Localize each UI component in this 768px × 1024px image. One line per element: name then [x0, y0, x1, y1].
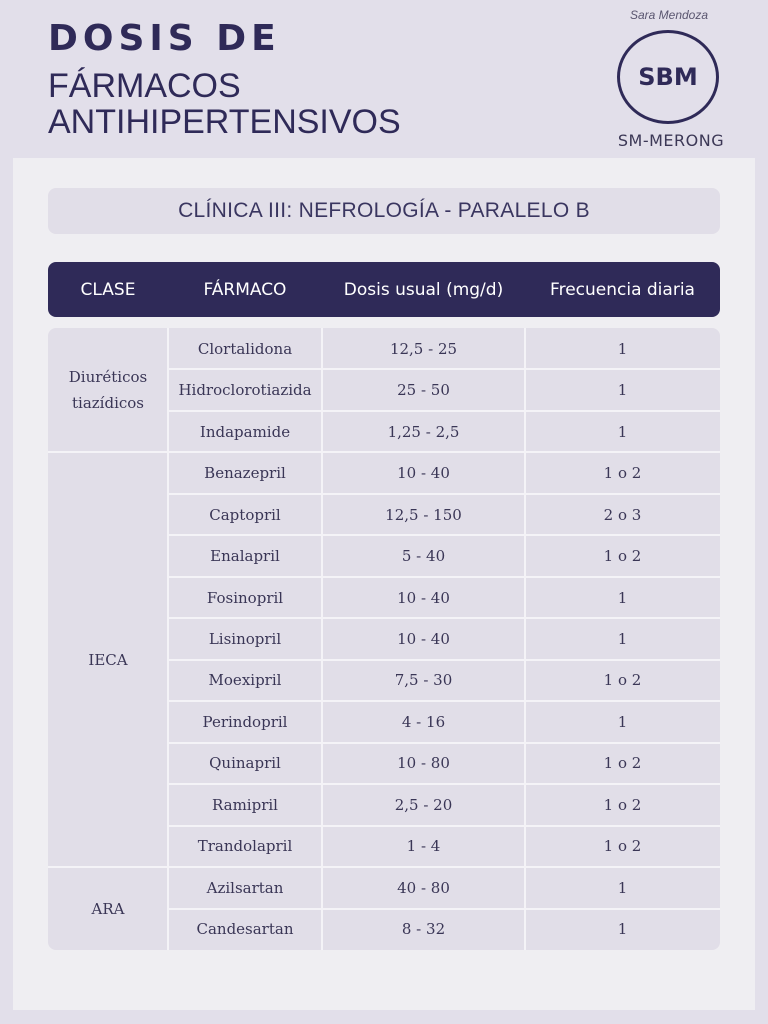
dose-cell: 12,5 - 25 [389, 339, 458, 358]
frequency-cell: 1 o 2 [603, 671, 642, 690]
header-frecuencia: Frecuencia diaria [550, 279, 695, 300]
dose-cell: 8 - 32 [401, 920, 446, 939]
page-header [0, 0, 768, 158]
logo-subtitle: SM-MERONG [617, 131, 725, 150]
dose-cell: 1,25 - 2,5 [387, 422, 460, 441]
drug-cell: Moexipril [208, 671, 282, 690]
row-divider [168, 534, 720, 536]
row-divider [168, 783, 720, 785]
column-divider [524, 328, 526, 950]
frequency-cell: 1 o 2 [603, 754, 642, 773]
column-divider [167, 328, 169, 950]
row-divider [168, 493, 720, 495]
frequency-cell: 1 [617, 712, 628, 731]
frequency-cell: 1 [617, 920, 628, 939]
drug-cell: Enalapril [210, 547, 280, 566]
class-cell: IECA [88, 650, 128, 669]
dose-cell: 10 - 80 [397, 754, 450, 773]
frequency-cell: 1 [617, 878, 628, 897]
drug-cell: Hidroclorotiazida [178, 381, 312, 400]
frequency-cell: 1 o 2 [603, 837, 642, 856]
header-dosis: Dosis usual (mg/d) [343, 279, 504, 300]
header-farmaco: FÁRMACO [203, 279, 287, 300]
frequency-cell: 1 o 2 [603, 464, 642, 483]
row-divider [168, 576, 720, 578]
row-divider [168, 451, 720, 453]
logo [617, 30, 719, 124]
header-clase: CLASE [80, 279, 136, 300]
dose-cell: 1 - 4 [406, 837, 441, 856]
row-divider [168, 700, 720, 702]
drug-cell: Candesartan [196, 920, 294, 939]
author-name: Sara Mendoza [629, 8, 709, 22]
frequency-cell: 1 [617, 629, 628, 648]
dose-cell: 5 - 40 [401, 547, 446, 566]
row-divider [168, 617, 720, 619]
drug-cell: Clortalidona [197, 339, 293, 358]
row-divider [168, 368, 720, 370]
drug-cell: Ramipril [212, 795, 278, 814]
frequency-cell: 1 [617, 339, 628, 358]
row-divider [168, 825, 720, 827]
table-header [48, 262, 720, 317]
page-title-line2: FÁRMACOS [48, 67, 241, 105]
frequency-cell: 1 [617, 588, 628, 607]
page-title: DOSIS DE [48, 18, 281, 59]
drug-cell: Fosinopril [206, 588, 284, 607]
class-cell: Diuréticos tiazídicos [68, 368, 148, 413]
dose-cell: 4 - 16 [401, 712, 446, 731]
logo-text: SBM [638, 63, 698, 91]
subtitle-banner [48, 188, 720, 234]
drug-cell: Quinapril [209, 754, 281, 773]
frequency-cell: 1 o 2 [603, 795, 642, 814]
frequency-cell: 1 [617, 422, 628, 441]
row-divider [168, 659, 720, 661]
dose-cell: 25 - 50 [397, 381, 450, 400]
class-cell: ARA [91, 899, 125, 918]
row-divider [168, 742, 720, 744]
drug-cell: Indapamide [199, 422, 291, 441]
table-body [48, 328, 720, 950]
page-title-line3: ANTIHIPERTENSIVOS [48, 103, 401, 141]
drug-cell: Lisinopril [208, 629, 282, 648]
frequency-cell: 1 [617, 381, 628, 400]
row-divider [168, 410, 720, 412]
dose-cell: 10 - 40 [397, 588, 450, 607]
drug-cell: Perindopril [202, 712, 288, 731]
dose-cell: 10 - 40 [397, 629, 450, 648]
subtitle-text: CLÍNICA III: NEFROLOGÍA - PARALELO B [178, 199, 590, 222]
drug-cell: Trandolapril [197, 837, 293, 856]
row-divider [168, 908, 720, 910]
drug-cell: Benazepril [204, 464, 286, 483]
dose-cell: 12,5 - 150 [385, 505, 462, 524]
dose-cell: 10 - 40 [397, 464, 450, 483]
drug-cell: Captopril [209, 505, 281, 524]
drug-cell: Azilsartan [206, 878, 284, 897]
row-divider [168, 866, 720, 868]
frequency-cell: 1 o 2 [603, 547, 642, 566]
frequency-cell: 2 o 3 [603, 505, 642, 524]
dose-cell: 7,5 - 30 [394, 671, 453, 690]
dose-cell: 2,5 - 20 [394, 795, 453, 814]
column-divider [321, 328, 323, 950]
dose-cell: 40 - 80 [397, 878, 450, 897]
